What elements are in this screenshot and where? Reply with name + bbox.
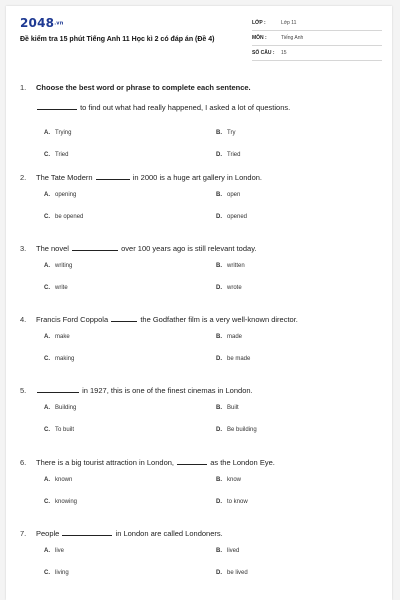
options: [20, 475, 380, 515]
page-title: Đề kiểm tra 15 phút Tiếng Anh 11 Học kì 2 có đáp án (Đề 4): [20, 36, 215, 43]
option-letter: B.: [216, 263, 222, 269]
question-after: in 2000 is a huge art gallery in London.: [132, 173, 263, 182]
question-after: in London are called Londoners.: [115, 529, 223, 538]
option-letter: B.: [216, 334, 222, 340]
question-text: [36, 457, 275, 469]
question-text-line: [20, 457, 380, 469]
option-letter: A.: [44, 548, 50, 554]
option-a[interactable]: [44, 190, 76, 200]
option-c[interactable]: [44, 212, 83, 222]
question-before: There is a big tourist attraction in London,: [36, 458, 174, 467]
option-text: be made: [227, 356, 251, 362]
option-text: Building: [55, 405, 77, 411]
option-letter: D.: [216, 570, 222, 576]
option-c[interactable]: [44, 283, 68, 293]
option-text: opened: [227, 214, 248, 220]
option-letter: C.: [44, 356, 50, 362]
option-letter: A.: [44, 405, 50, 411]
option-letter: C.: [44, 152, 50, 158]
option-text: be lived: [227, 570, 248, 576]
answer-blank: [177, 457, 207, 465]
option-text: write: [55, 285, 68, 291]
option-b[interactable]: [216, 403, 239, 413]
question-instruction-line: [20, 82, 380, 94]
option-letter: D.: [216, 285, 222, 291]
meta-label: LỚP :: [252, 20, 266, 26]
site-logo[interactable]: [20, 16, 64, 30]
question-before: Francis Ford Coppola: [36, 315, 109, 324]
option-letter: D.: [216, 152, 222, 158]
option-letter: C.: [44, 570, 50, 576]
option-text: Be building: [227, 427, 257, 433]
option-d[interactable]: [216, 150, 240, 160]
option-letter: C.: [44, 285, 50, 291]
question-text: [36, 172, 262, 184]
options: [20, 403, 380, 443]
option-text: Try: [227, 130, 236, 136]
option-text: be opened: [55, 214, 84, 220]
option-letter: A.: [44, 192, 50, 198]
option-b[interactable]: [216, 128, 235, 138]
option-text: Trying: [55, 130, 72, 136]
meta-row-class: [252, 16, 382, 31]
option-c[interactable]: [44, 150, 68, 160]
option-text: made: [227, 334, 243, 340]
question-text: [36, 385, 253, 397]
option-text: Tried: [55, 152, 69, 158]
option-b[interactable]: [216, 475, 241, 485]
option-b[interactable]: [216, 190, 240, 200]
page-header: [6, 6, 392, 66]
option-text: live: [55, 548, 65, 554]
option-text: to know: [227, 499, 248, 505]
option-letter: C.: [44, 499, 50, 505]
option-text: known: [55, 477, 73, 483]
option-text: To built: [55, 427, 75, 433]
meta-label: MÔN :: [252, 35, 267, 41]
question-text-line: [20, 172, 380, 184]
option-letter: B.: [216, 192, 222, 198]
option-d[interactable]: [216, 425, 257, 435]
option-letter: B.: [216, 130, 222, 136]
option-a[interactable]: [44, 332, 70, 342]
meta-value: Tiếng Anh: [281, 35, 304, 41]
option-d[interactable]: [216, 283, 242, 293]
option-letter: B.: [216, 477, 222, 483]
option-text: written: [227, 263, 245, 269]
exam-meta: [252, 16, 382, 61]
option-text: opening: [55, 192, 77, 198]
option-letter: D.: [216, 356, 222, 362]
option-letter: A.: [44, 477, 50, 483]
option-letter: A.: [44, 334, 50, 340]
options: [20, 122, 380, 162]
logo-domain: .vn: [54, 20, 64, 27]
option-a[interactable]: [44, 261, 72, 271]
question-number: 4.: [20, 315, 27, 324]
question-text: [36, 243, 256, 255]
question-text-line: [20, 385, 380, 397]
option-text: Tried: [227, 152, 241, 158]
options: [20, 546, 380, 586]
question-1: [20, 82, 380, 162]
question-text: [36, 528, 223, 540]
question-number: 2.: [20, 173, 27, 182]
question-5: [20, 385, 380, 445]
option-text: living: [55, 570, 69, 576]
question-number: 5.: [20, 386, 27, 395]
option-c[interactable]: [44, 568, 69, 578]
option-letter: D.: [216, 499, 222, 505]
question-after: in 1927, this is one of the finest cinemas in London.: [82, 386, 253, 395]
question-4: [20, 314, 380, 374]
question-text: [36, 102, 290, 114]
question-text: [36, 314, 298, 326]
question-6: [20, 457, 380, 517]
option-a[interactable]: [44, 128, 71, 138]
meta-row-subject: [252, 31, 382, 46]
question-text-line: [20, 314, 380, 326]
question-after: the Godfather film is a very well-known director.: [140, 315, 298, 324]
question-before: The Tate Modern: [36, 173, 93, 182]
question-text-line: [20, 243, 380, 255]
option-c[interactable]: [44, 354, 74, 364]
question-after: as the London Eye.: [210, 458, 275, 467]
option-a[interactable]: [44, 546, 64, 556]
question-number: 3.: [20, 244, 27, 253]
meta-value: Lớp 11: [281, 20, 297, 26]
option-d[interactable]: [216, 568, 248, 578]
question-number: 1.: [20, 83, 27, 92]
question-number: 6.: [20, 458, 27, 467]
option-text: writing: [55, 263, 73, 269]
answer-blank: [96, 172, 130, 180]
question-number: 7.: [20, 529, 27, 538]
option-d[interactable]: [216, 212, 247, 222]
question-after: to find out what had really happened, I asked a lot of questions.: [80, 103, 291, 112]
option-c[interactable]: [44, 497, 77, 507]
option-letter: A.: [44, 263, 50, 269]
question-2: [20, 172, 380, 232]
option-letter: D.: [216, 427, 222, 433]
meta-label: SỐ CÂU :: [252, 50, 275, 56]
options: [20, 190, 380, 230]
option-text: make: [55, 334, 70, 340]
option-d[interactable]: [216, 354, 250, 364]
logo-number: 2048: [20, 16, 55, 30]
option-text: open: [227, 192, 241, 198]
question-instruction: Choose the best word or phrase to complete each sentence.: [36, 83, 251, 92]
option-text: know: [227, 477, 242, 483]
option-text: knowing: [55, 499, 78, 505]
answer-blank: [37, 102, 77, 110]
option-b[interactable]: [216, 332, 242, 342]
option-letter: C.: [44, 214, 50, 220]
option-text: lived: [227, 548, 240, 554]
question-3: [20, 243, 380, 303]
option-text: wrote: [227, 285, 242, 291]
answer-blank: [62, 528, 112, 536]
exam-page: [6, 6, 392, 600]
meta-value: 15: [281, 50, 287, 56]
option-letter: A.: [44, 130, 50, 136]
question-before: The novel: [36, 244, 69, 253]
answer-blank: [72, 243, 118, 251]
option-letter: B.: [216, 405, 222, 411]
answer-blank: [37, 385, 79, 393]
option-c[interactable]: [44, 425, 74, 435]
option-d[interactable]: [216, 497, 248, 507]
option-letter: D.: [216, 214, 222, 220]
options: [20, 332, 380, 372]
option-b[interactable]: [216, 261, 245, 271]
option-text: Built: [227, 405, 239, 411]
option-letter: C.: [44, 427, 50, 433]
option-a[interactable]: [44, 475, 72, 485]
question-text-line: [20, 528, 380, 540]
question-after: over 100 years ago is still relevant today.: [121, 244, 257, 253]
option-text: making: [55, 356, 75, 362]
meta-row-count: [252, 46, 382, 61]
options: [20, 261, 380, 301]
option-a[interactable]: [44, 403, 76, 413]
answer-blank: [111, 314, 137, 322]
question-before: People: [36, 529, 60, 538]
option-letter: B.: [216, 548, 222, 554]
question-text-line: [20, 102, 380, 114]
question-7: [20, 528, 380, 588]
option-b[interactable]: [216, 546, 239, 556]
